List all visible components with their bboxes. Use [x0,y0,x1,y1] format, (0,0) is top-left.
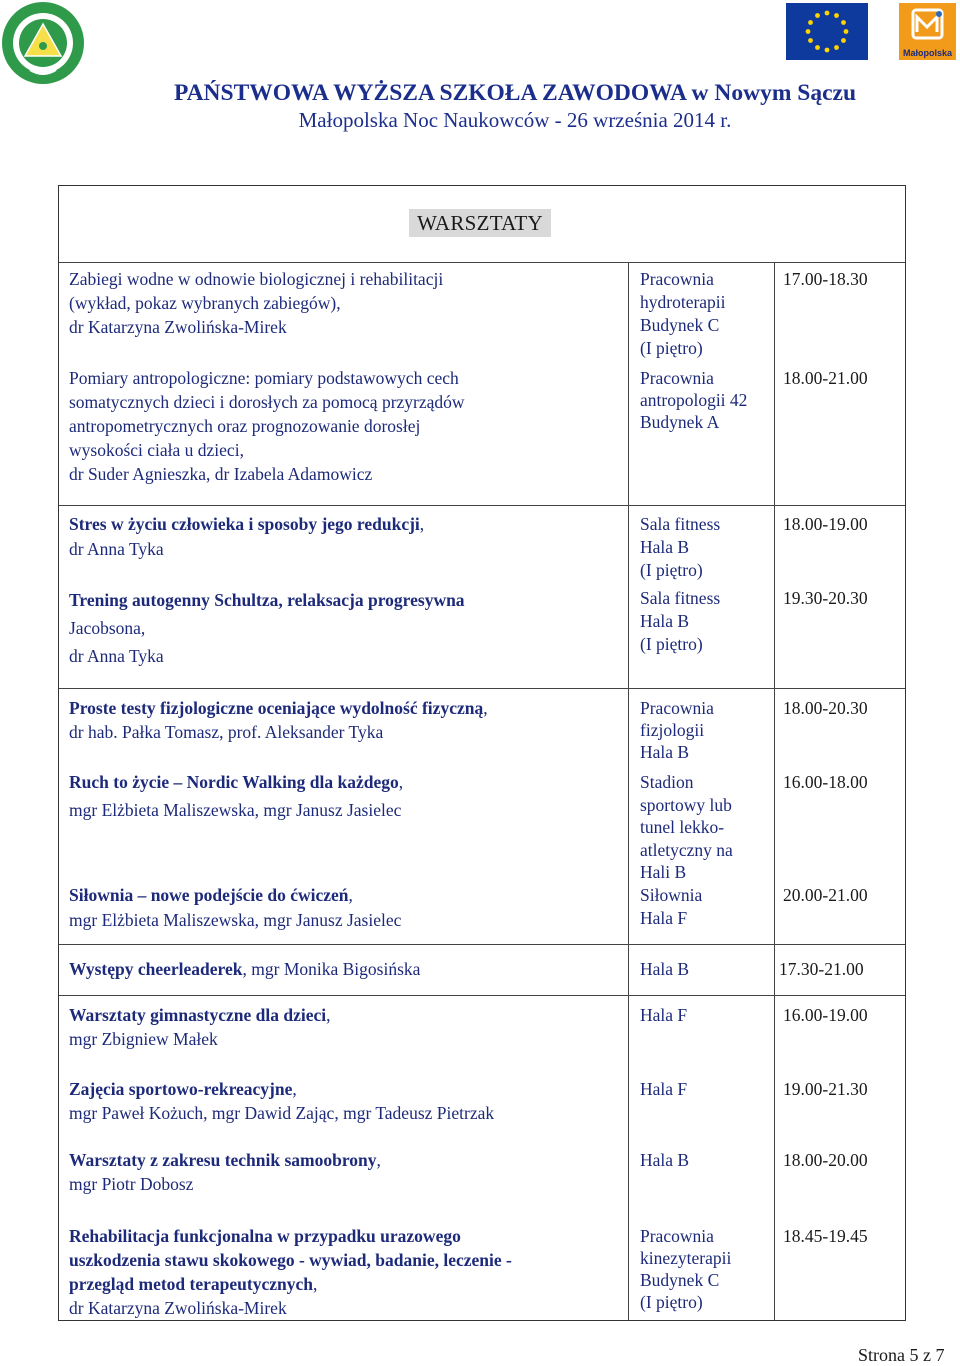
row-title-bold: Warsztaty gimnastyczne dla dzieci [69,1005,327,1025]
table-column-divider [774,262,775,1320]
row-time: 18.00-20.30 [783,698,868,718]
table-divider [59,688,905,689]
row-detail: Jacobsona, [69,618,146,638]
row-title-cont: przegląd metod terapeutycznych, [69,1274,318,1294]
row-place: Hala B [640,611,690,631]
row-place: Hala F [640,908,688,928]
row-place: Pracownia [640,269,714,289]
row-time: 17.00-18.30 [783,269,868,289]
row-time: 19.00-21.30 [783,1079,868,1099]
row-presenter: mgr Zbigniew Małek [69,1029,218,1049]
row-detail: wysokości ciała u dzieci, [69,440,244,460]
row-title: Rehabilitacja funkcjonalna w przypadku urazowego [69,1226,461,1246]
table-divider [59,262,905,263]
malopolska-logo [899,3,956,60]
row-place: (I piętro) [640,634,703,654]
row-place: (I piętro) [640,1292,703,1312]
section-title: WARSZTATY [409,209,551,237]
row-presenter: dr hab. Pałka Tomasz, prof. Aleksander Tyka [69,722,384,742]
row-place: Hala F [640,1005,688,1025]
row-place: antropologii 42 [640,390,748,410]
row-detail: (wykład, pokaz wybranych zabiegów), [69,293,341,313]
row-presenter: dr Katarzyna Zwolińska-Mirek [69,1298,287,1318]
row-place: Budynek A [640,412,720,432]
row-title: Trening autogenny Schultza, relaksacja progresywna [69,590,465,610]
university-logo [0,0,86,86]
row-time: 20.00-21.00 [783,885,868,905]
row-time: 17.30-21.00 [779,959,864,979]
row-title: Zabiegi wodne w odnowie biologicznej i rehabilitacji [69,269,444,289]
row-place: Siłownia [640,885,703,905]
row-place: (I piętro) [640,560,703,580]
row-title: Pomiary antropologiczne: pomiary podstawowych cech [69,368,459,388]
row-title: Siłownia – nowe podejście do ćwiczeń, [69,885,353,905]
malopolska-label: Małopolska [899,47,956,60]
row-title-bold: Zajęcia sportowo-rekreacyjne [69,1079,293,1099]
row-title-bold: Siłownia – nowe podejście do ćwiczeń [69,885,349,905]
row-detail: somatycznych dzieci i dorosłych za pomocą przyrządów [69,392,465,412]
row-presenter: dr Suder Agnieszka, dr Izabela Adamowicz [69,464,373,484]
row-presenter: dr Anna Tyka [69,646,164,666]
row-presenter: mgr Piotr Dobosz [69,1174,194,1194]
row-place: (I piętro) [640,338,703,358]
page-number: Strona 5 z 7 [858,1345,945,1365]
row-place: tunel lekko- [640,817,725,837]
row-title-bold: Warsztaty z zakresu technik samoobrony [69,1150,377,1170]
row-time: 16.00-19.00 [783,1005,868,1025]
row-place: Hala F [640,1079,688,1099]
malopolska-emblem-icon [899,3,956,47]
table-column-divider [628,262,629,1320]
row-place: Hala B [640,742,690,762]
row-time: 18.00-20.00 [783,1150,868,1170]
row-place: Hala B [640,537,690,557]
row-place: kinezyterapii [640,1248,732,1268]
row-presenter: mgr Elżbieta Maliszewska, mgr Janusz Jasielec [69,910,402,930]
row-time: 19.30-20.30 [783,588,868,608]
row-place: Pracownia [640,368,714,388]
row-time: 18.45-19.45 [783,1226,868,1246]
row-title-bold: Ruch to życie – Nordic Walking dla każdego [69,772,399,792]
table-divider [59,995,905,996]
row-place: Sala fitness [640,588,721,608]
document-title: PAŃSTWOWA WYŻSZA SZKOŁA ZAWODOWA w Nowym Sączu [173,80,857,106]
row-presenter: , mgr Monika Bigosińska [242,959,421,979]
document-subtitle: Małopolska Noc Naukowców - 26 września 2014 r. [298,108,732,132]
row-title: Warsztaty z zakresu technik samoobrony, [69,1150,381,1170]
row-presenter: dr Katarzyna Zwolińska-Mirek [69,317,287,337]
row-time: 18.00-21.00 [783,368,868,388]
row-title [69,957,420,981]
row-place: Hala B [640,1150,690,1170]
row-title-bold: przegląd metod terapeutycznych [69,1274,313,1294]
table-divider [59,944,905,945]
row-detail: antropometrycznych oraz prognozowanie dorosłej [69,416,421,436]
row-presenter: mgr Elżbieta Maliszewska, mgr Janusz Jasielec [69,800,402,820]
row-place: hydroterapii [640,292,726,312]
row-title: Ruch to życie – Nordic Walking dla każdego, [69,772,404,792]
row-title: Proste testy fizjologiczne oceniające wydolność fizyczną, [69,698,488,718]
row-title-cont: uszkodzenia stawu skokowego - wywiad, badanie, leczenie - [69,1250,512,1270]
row-place: Stadion [640,772,694,792]
row-place: Hala B [640,959,690,979]
row-place: sportowy lub [640,795,732,815]
row-title-bold: Stres w życiu człowieka i sposoby jego redukcji [69,514,420,534]
row-place: atletyczny na [640,840,733,860]
row-place: fizjologii [640,720,705,740]
eu-flag-logo [786,3,868,60]
row-title-text: Występy cheerleaderek [69,959,243,979]
row-presenter: mgr Paweł Kożuch, mgr Dawid Zając, mgr Tadeusz Pietrzak [69,1103,495,1123]
table-divider [59,505,905,506]
row-title-bold: Proste testy fizjologiczne oceniające wydolność fizyczną [69,698,484,718]
row-place: Budynek C [640,315,720,335]
row-title: Stres w życiu człowieka i sposoby jego redukcji, [69,514,425,534]
row-place: Sala fitness [640,514,721,534]
row-time: 16.00-18.00 [783,772,868,792]
row-place: Budynek C [640,1270,720,1290]
row-title: Zajęcia sportowo-rekreacyjne, [69,1079,297,1099]
row-title: Warsztaty gimnastyczne dla dzieci, [69,1005,331,1025]
row-time: 18.00-19.00 [783,514,868,534]
row-presenter: dr Anna Tyka [69,539,164,559]
row-place: Pracownia [640,698,714,718]
row-place: Hali B [640,862,687,882]
row-place: Pracownia [640,1226,714,1246]
